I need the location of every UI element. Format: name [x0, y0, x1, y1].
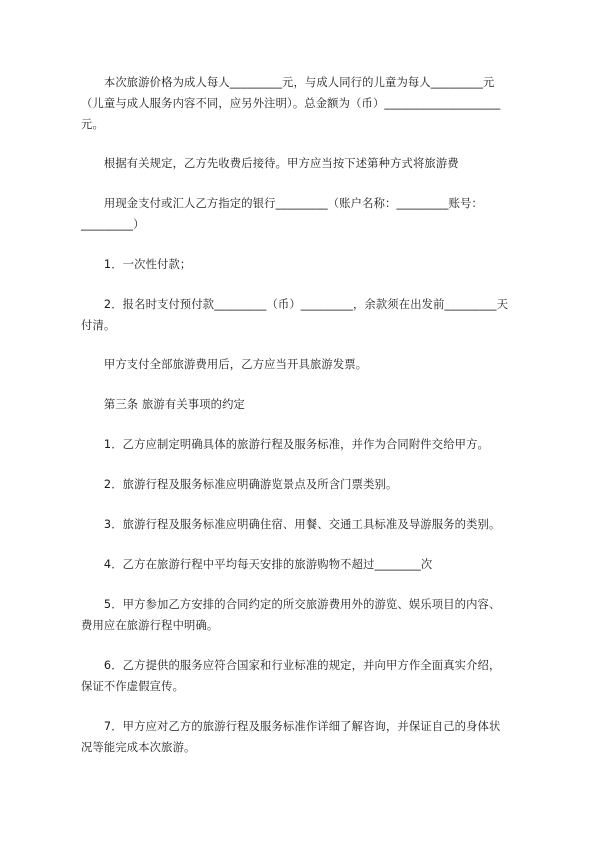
- text-line: 元。: [81, 118, 104, 131]
- section-heading-article-3: [81, 394, 527, 415]
- clause-3: [81, 514, 527, 535]
- clause-6: [81, 655, 527, 697]
- text-line: 6．乙方提供的服务应符合国家和行业标准的规定，并向甲方作全面真实介绍，: [81, 659, 501, 672]
- text-line: 7．甲方应对乙方的旅游行程及服务标准作详细了解咨询，并保证自己的身体状: [81, 720, 501, 733]
- text-line: 1．一次性付款；: [81, 258, 192, 271]
- text-line: 第三条 旅游有关事项的约定: [81, 398, 245, 411]
- clause-2: [81, 474, 527, 495]
- text-line: （儿童与成人服务内容不同，应另外注明）。总金额为（币）____________________: [81, 97, 501, 110]
- paragraph-advance-payment: [81, 294, 527, 336]
- text-line: 费用应在旅游行程中明确。: [81, 619, 219, 632]
- text-line: 根据有关规定，乙方先收费后接待。甲方应当按下述第种方式将旅游费: [81, 157, 459, 170]
- paragraph-price: [81, 72, 527, 135]
- text-line: 1．乙方应制定明确具体的旅游行程及服务标准，并作为合同附件交给甲方。: [81, 438, 489, 451]
- clause-7: [81, 716, 527, 758]
- paragraph-bank-account: [81, 193, 527, 235]
- text-line: 2．旅游行程及服务标准应明确游览景点及所含门票类别。: [81, 478, 398, 491]
- paragraph-prepayment-rule: [81, 153, 527, 174]
- text-line: 用现金支付或汇人乙方指定的银行_________（账户名称：_________账号：: [81, 197, 483, 210]
- paragraph-lump-sum: [81, 254, 527, 275]
- text-line: 3．旅游行程及服务标准应明确住宿、用餐、交通工具标准及导游服务的类别。: [81, 518, 501, 531]
- text-line: 本次旅游价格为成人每人_________元，与成人同行的儿童为每人_________元: [81, 76, 495, 89]
- text-line: _________）: [81, 218, 145, 231]
- clause-4: [81, 554, 527, 575]
- text-line: 甲方支付全部旅游费用后，乙方应当开具旅游发票。: [81, 358, 368, 371]
- text-line: 4．乙方在旅游行程中平均每天安排的旅游购物不超过________次: [81, 558, 433, 571]
- text-line: 2．报名时支付预付款_________（币）_________，余款须在出发前_________天: [81, 298, 509, 311]
- text-line: 况等能完成本次旅游。: [81, 741, 196, 754]
- text-line: 保证不作虚假宣传。: [81, 680, 185, 693]
- paragraph-invoice: [81, 354, 527, 375]
- text-line: 5．甲方参加乙方安排的合同约定的所交旅游费用外的游览、娱乐项目的内容、: [81, 598, 501, 611]
- text-line: 付清。: [81, 319, 116, 332]
- clause-5: [81, 594, 527, 636]
- clause-1: [81, 434, 527, 455]
